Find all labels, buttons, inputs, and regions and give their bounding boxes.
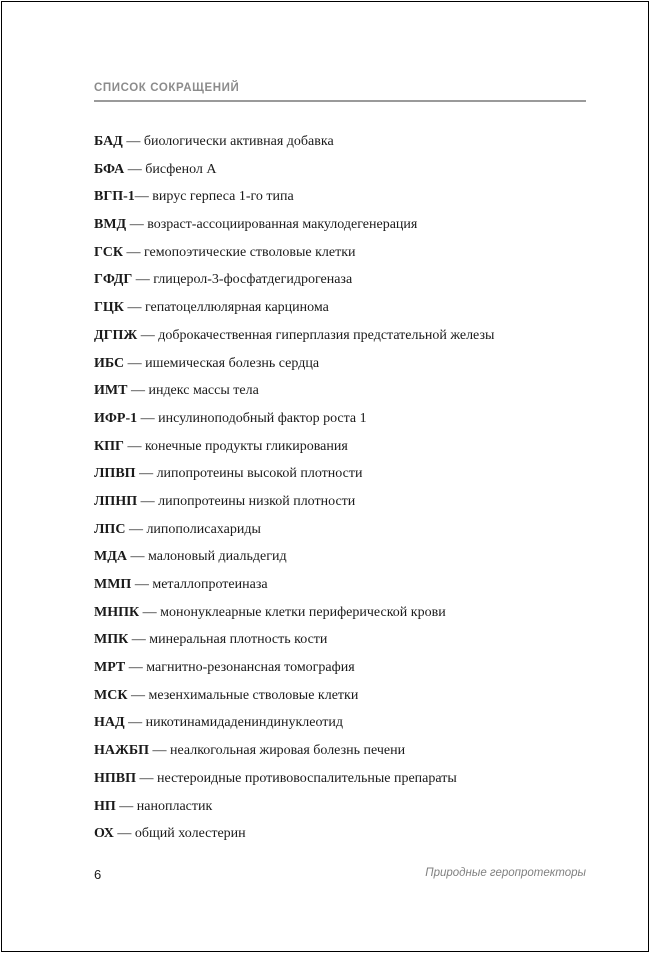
list-item [94,438,586,466]
abbreviation-term: НАД [94,715,125,731]
list-item [94,521,586,549]
abbreviation-definition: — липополисахариды [125,521,261,537]
abbreviation-definition: — бисфенол А [124,161,217,177]
abbreviation-term: НАЖБП [94,743,149,759]
abbreviation-definition: — никотинамидадениндинуклеотид [124,715,344,731]
abbreviation-definition: — мезенхимальные стволовые клетки [127,687,359,703]
page-number: 6 [94,867,102,882]
abbreviation-term: ВМД [94,217,127,233]
list-item [94,216,586,244]
abbreviation-term: ИБС [94,355,125,371]
list-item [94,659,586,687]
list-item [94,161,586,189]
abbreviation-definition: — вирус герпеса 1-го типа [134,189,294,205]
abbreviation-term: ГЦК [94,300,124,316]
abbreviation-term: ОХ [94,826,114,842]
abbreviation-term: ММП [94,577,132,592]
abbreviation-term: ВГП-1 [94,189,135,205]
list-item [94,327,586,355]
list-item [94,770,586,798]
abbreviation-term: БФА [94,161,125,177]
abbreviation-definition: — минеральная плотность кости [128,632,328,648]
abbreviation-term: ГФДГ [94,272,133,288]
abbreviation-term: МДА [94,549,127,565]
abbreviation-term: КПГ [94,438,124,454]
abbreviation-term: МСК [94,687,128,703]
list-item [94,548,586,576]
list-item [94,299,586,327]
abbreviation-term: МРТ [94,660,126,676]
list-item [94,465,586,493]
abbreviation-definition: — неалкогольная жировая болезнь печени [149,743,406,759]
abbreviation-term: ГСК [94,244,123,260]
list-item [94,687,586,715]
header-divider [94,100,586,102]
abbreviation-definition: — малоновый диальдегид [126,549,287,565]
abbreviation-definition: — индекс массы тела [127,383,259,399]
abbreviation-definition: — гемопоэтические стволовые клетки [122,244,356,260]
abbreviation-definition: — мононуклеарные клетки периферической крови [139,604,446,620]
list-item [94,714,586,742]
abbreviation-definition: — доброкачественная гиперплазия предстательной железы [137,327,495,343]
list-item [94,244,586,272]
abbreviation-definition: — конечные продукты гликирования [123,438,348,454]
abbreviation-definition: — нанопластик [115,798,213,814]
abbreviation-term: ДГПЖ [94,327,138,343]
abbreviation-term: ЛПС [94,521,126,537]
abbreviation-definition: — нестероидные противовоспалительные препараты [136,770,457,786]
abbreviation-list [94,133,586,853]
abbreviation-definition: — ишемическая болезнь сердца [124,355,320,371]
abbreviation-definition: — инсулиноподобный фактор роста 1 [137,410,367,426]
abbreviation-term: НПВП [94,770,137,786]
abbreviation-definition: — металлопротеиназа [131,577,268,592]
list-item [94,576,586,604]
abbreviation-definition: — магнитно-резонансная томография [125,660,355,676]
abbreviation-term: НП [94,798,116,814]
abbreviation-definition: — липопротеины низкой плотности [137,493,356,509]
list-item [94,188,586,216]
abbreviation-definition: — биологически активная добавка [122,134,334,149]
list-item [94,798,586,826]
running-footer-title: Природные геропротекторы [425,867,586,879]
abbreviation-term: БАД [94,134,123,149]
section-title: СПИСОК СОКРАЩЕНИЙ [94,82,240,94]
list-item [94,382,586,410]
abbreviation-term: ЛПВП [94,466,136,482]
abbreviation-term: МНПК [94,604,140,620]
abbreviation-term: ИМТ [94,383,128,399]
abbreviation-definition: — общий холестерин [113,826,246,842]
abbreviation-definition: — гепатоцеллюлярная карцинома [123,300,329,316]
list-item [94,825,586,853]
abbreviation-definition: — липопротеины высокой плотности [135,466,363,482]
list-item [94,742,586,770]
list-item [94,355,586,383]
list-item [94,604,586,632]
abbreviation-definition: — глицерол-3-фосфатдегидрогеназа [132,272,353,288]
abbreviation-term: МПК [94,632,129,648]
list-item [94,271,586,299]
abbreviation-term: ЛПНП [94,493,138,509]
list-item [94,631,586,659]
list-item [94,133,586,161]
list-item [94,410,586,438]
abbreviation-definition: — возраст-ассоциированная макулодегенерация [126,217,418,233]
list-item [94,493,586,521]
abbreviation-term: ИФР-1 [94,410,138,426]
